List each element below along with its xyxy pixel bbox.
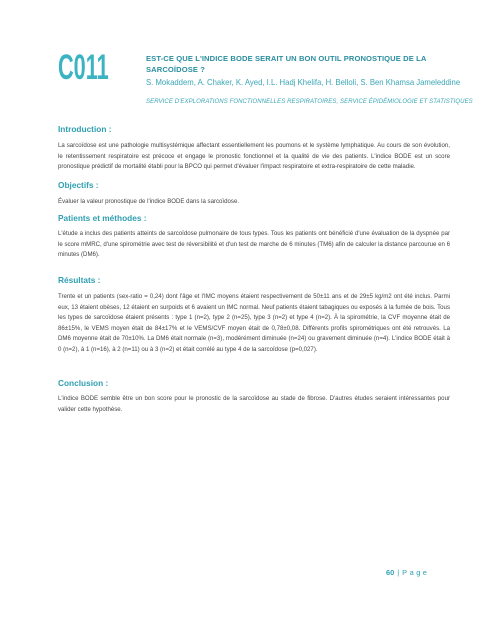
page-number: 60 [386, 568, 395, 577]
abstract-code: C011 [58, 48, 109, 87]
section-text-introduction: La sarcoïdose est une pathologie multisystémique affectant essentiellement les poumons et le système lymphatique. Au cours de son évolution, le retentissement respiratoire est précoce et engage le pronostic fonctionnel et la qualité de vie des patients. L'indice BODE est un score pronostique prédictif de mortalité établi pour la BPCO qui permet d'évaluer l'impact respiratoire et extra-respiratoire de cette maladie. [58, 142, 450, 171]
author-list: S. Mokaddem, A. Chaker, K. Ayed, I.L. Hadj Khelifa, H. Belloli, S. Ben Khamsa Jameleddine [146, 77, 461, 87]
abstract-title: EST-CE QUE L'INDICE BODE SERAIT UN BON OUTIL PRONOSTIQUE DE LA SARCOÏDOSE ? [146, 54, 427, 74]
affiliation: SERVICE D'EXPLORATIONS FONCTIONNELLES RESPIRATOIRES, SERVICE ÉPIDÉMIOLOGIE ET STATISTIQUES [146, 99, 473, 105]
page-footer [386, 568, 429, 577]
section-title-introduction: Introduction : [58, 124, 112, 134]
section-text-resultats: Trente et un patients (sex-ratio = 0,24) dont l'âge et l'IMC moyens étaient respectivement de 50±11 ans et de 29±5 kg/m2 ont été inclus. Parmi eux, 13 étaient obèses, 12 étaient en surpoids et 6 avaient un IMC normal. Neuf patients étaient tabagiques ou exposés à la fumée de bois. Tous les types de sarcoïdose étaient présents : type 1 (n=2), type 2 (n=25), type 3 (n=2) et type 4 (n=2). À la spirométrie, la CVF moyenne était de 86±15%, le VEMS moyen était de 84±17% et le VEMS/CVF moyen était de 0,78±0,08. Différents profils spirométriques ont été retrouvés. La DM6 moyenne était de 70±10%. La DM6 était normale (n=3), modérément diminuée (n=24) ou gravement diminuée (n=4). L'indice BODE était à 0 (n=2), à 1 (n=16), à 2 (n=11) ou à 3 (n=2) et était corrélé au type 4 de la sarcoïdose (p=0,027). [58, 293, 450, 353]
section-title-methodes: Patients et méthodes : [58, 213, 147, 223]
page-label: Page [402, 568, 430, 577]
section-title-resultats: Résultats : [58, 275, 101, 285]
footer-separator: | [397, 568, 400, 577]
section-text-objectifs: Évaluer la valeur pronostique de l'indice BODE dans la sarcoïdose. [58, 198, 240, 205]
section-title-objectifs: Objectifs : [58, 180, 99, 190]
section-title-conclusion: Conclusion : [58, 378, 109, 388]
section-text-methodes: L'étude a inclus des patients atteints de sarcoïdose pulmonaire de tous types. Tous les patients ont bénéficié d'une évaluation de la dyspnée par le score mMRC, d'une spirométrie avec test de réversibilité et d'un test de marche de 6 minutes (TM6) afin de calculer la distance parcourue en 6 minutes (DM6). [58, 230, 450, 259]
section-text-conclusion: L'indice BODE semble être un bon score pour le pronostic de la sarcoïdose au stade de fibrose. D'autres études seraient intéressantes pour valider cette hypothèse. [58, 395, 450, 413]
